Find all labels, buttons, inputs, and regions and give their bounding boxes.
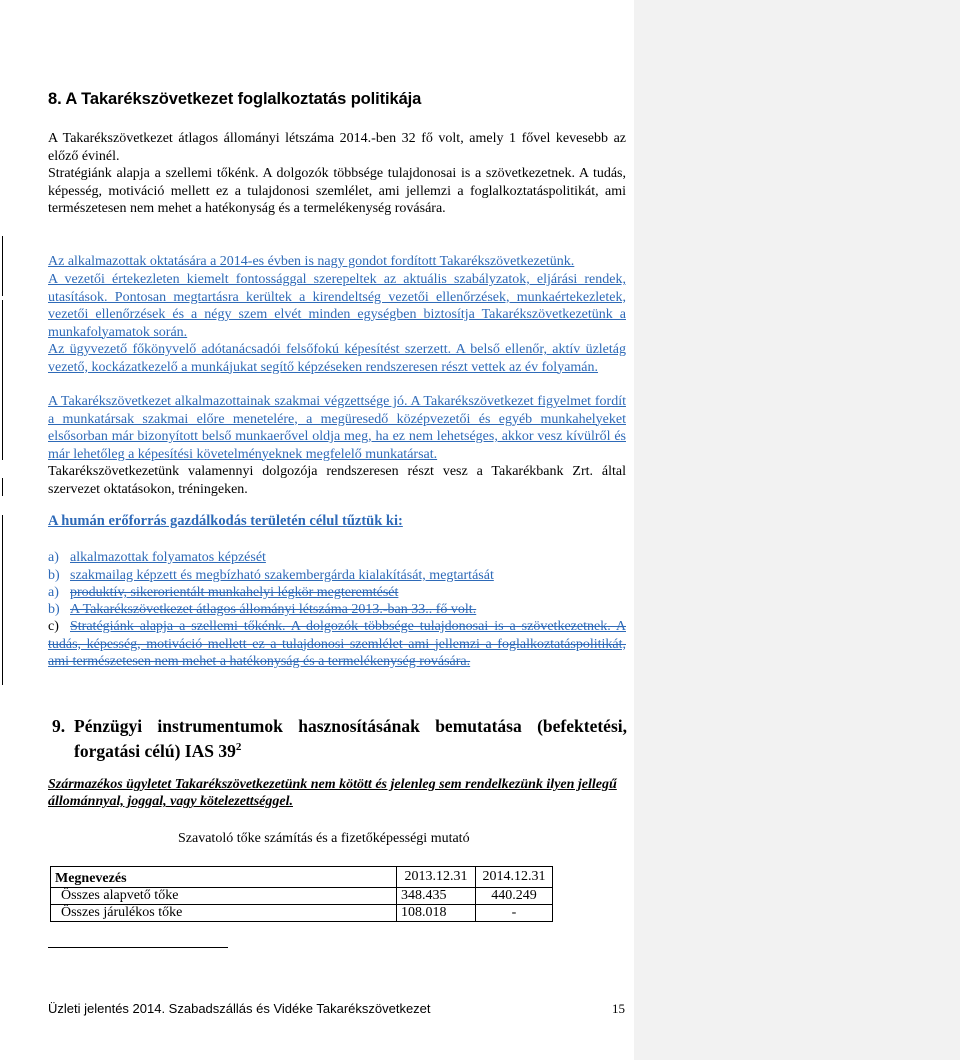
table-row — [51, 888, 553, 905]
training-paragraph-3: Az ügyvezető főkönyvelő adótanácsadói felsőfokú képesítést szerzett. A belső ellenőr, aktív üzletág vezető, kockázatkezelő a munkájukat segítő képzéseken rendszeresen részt vettek az év folyamán. — [48, 342, 626, 375]
training-paragraph-4: A Takarékszövetkezet alkalmazottainak szakmai végzettsége jó. A Takarékszövetkezet figyelmet fordít a munkatársak szakmai előre menetelére, a megüresedő középvezetői és egyéb munkahelyeket elsősorban már bizonyított belső munkaerővel oldja meg, ha ez nem lehetséges, akkor vesz kívülről és már lehetőleg a képesítési követelményeknek megfelelő munkatársat. — [48, 394, 626, 462]
table-row — [51, 905, 553, 922]
page-number: 15 — [612, 1001, 625, 1016]
derivatives-note: Származékos ügyletet Takarékszövetkezetünk nem kötött és jelenleg sem rendelkezünk ilyen jellegű állománnyal, joggal, vagy kötelezettséggel. — [48, 777, 617, 809]
section-8-heading: 8. A Takarékszövetkezet foglalkoztatás politikája — [48, 90, 422, 108]
goal-item-deleted: b) A Takarékszövetkezet átlagos állományi létszáma 2013.-ban 33.. fő volt. — [48, 602, 477, 617]
row-label: Összes alapvető tőke — [51, 888, 397, 905]
table-title: Szavatoló tőke számítás és a fizetőképességi mutató — [178, 831, 470, 846]
page-footer: Üzleti jelentés 2014. Szabadszállás és Vidéke Takarékszövetkezet — [48, 1001, 431, 1016]
goals-heading: A humán erőforrás gazdálkodás területén célul tűztük ki: — [48, 513, 403, 529]
training-paragraph-2: A vezetői értekezleten kiemelt fontossággal szerepeltek az aktuális szabályzatok, eljárási rendek, utasítások. Pontosan megtartásra kerültek a kirendeltség vezetői ellenőrzések, munkaértekezletek, vezetői ellenőrzések és a négy szem elvét minden egységben biztosítja Takarékszövetkezetünk a munkafolyamatok során. — [48, 272, 626, 340]
training-paragraph-1: Az alkalmazottak oktatására a 2014-es évben is nagy gondot fordított Takarékszövetkezetünk. — [48, 254, 575, 269]
goal-item: a) alkalmazottak folyamatos képzését — [48, 550, 266, 565]
header-name: Megnevezés — [51, 867, 397, 888]
row-value-2014: - — [476, 905, 553, 922]
header-2014: 2014.12.31 — [476, 867, 553, 888]
row-label: Összes járulékos tőke — [51, 905, 397, 922]
footnote-separator — [48, 947, 228, 948]
change-bar — [2, 515, 3, 685]
header-2013: 2013.12.31 — [397, 867, 476, 888]
change-bar — [2, 300, 3, 460]
change-bar — [2, 236, 3, 296]
capital-table — [50, 866, 553, 922]
comment-sidebar — [634, 0, 960, 1060]
goal-item-deleted: c) Stratégiánk alapja a szellemi tőkénk. A dolgozók többsége tulajdonosai is a szövetkezetnek. A tudás, képesség, motiváció mellett ez a tulajdonosi szemlélet ami jellemzi a foglalkoztatáspolitikát, ami természetesen nem mehet a hatékonyság és a termelékenység rovására. — [48, 619, 626, 669]
training-paragraph-5: Takarékszövetkezetünk valamennyi dolgozója rendszeresen részt vesz a Takarékbank Zrt. által szervezet oktatásokon, tréningeken. — [48, 464, 626, 497]
strategy-paragraph: Stratégiánk alapja a szellemi tőkénk. A dolgozók többsége tulajdonosai is a szövetkezetnek. A tudás, képesség, motiváció mellett ez a tulajdonosi szemlélet, ami jellemzi a foglalkoztatáspolitikát, ami természetesen nem mehet a hatékonyság és a termelékenység rovására. — [48, 166, 626, 216]
goal-item: b) szakmailag képzett és megbízható szakembergárda kialakítását, megtartását — [48, 568, 494, 583]
headcount-paragraph: A Takarékszövetkezet átlagos állományi létszáma 2014.-ben 32 fő volt, amely 1 fővel kevesebb az előző évinél. — [48, 131, 626, 164]
section-9-heading: 9. Pénzügyi instrumentumok hasznosításának bemutatása (befektetési, forgatási célú) IAS $39^2$ — [52, 716, 627, 761]
footnote-ref: 2 — [235, 741, 242, 753]
row-value-2013: 348.435 — [397, 888, 476, 905]
row-value-2013: 108.018 — [397, 905, 476, 922]
goal-item-deleted: a) produktív, sikerorientált munkahelyi légkör megteremtését — [48, 585, 399, 600]
row-value-2014: 440.249 — [476, 888, 553, 905]
table-header-row — [51, 867, 553, 888]
change-bar — [2, 478, 3, 496]
